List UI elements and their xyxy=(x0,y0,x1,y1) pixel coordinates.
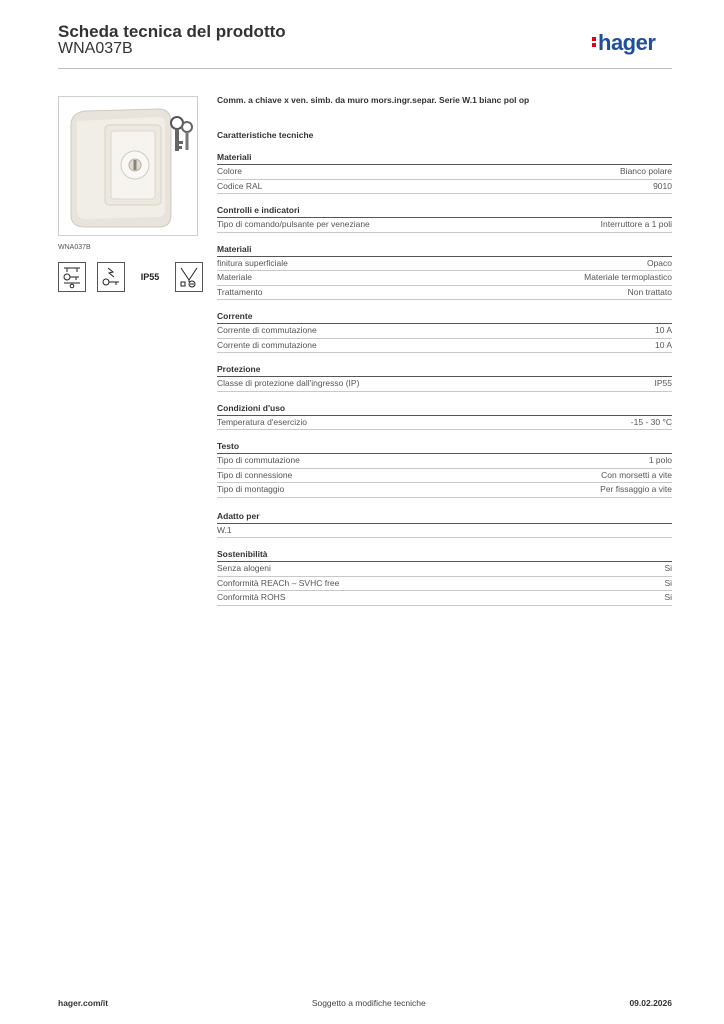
spec-row xyxy=(217,257,672,272)
page-title: Scheda tecnica del prodotto xyxy=(58,22,286,41)
spec-value: Interruttore a 1 poli xyxy=(600,219,672,229)
spec-label: Codice RAL xyxy=(217,180,263,191)
spec-section xyxy=(217,244,672,301)
spec-section xyxy=(217,511,672,539)
footer-website-link[interactable]: hager.com/it xyxy=(58,998,109,1008)
spec-row xyxy=(217,562,672,577)
spec-row xyxy=(217,324,672,339)
spec-section xyxy=(217,403,672,431)
spec-value: -15 - 30 °C xyxy=(630,416,672,427)
spec-label: Tipo di montaggio xyxy=(217,484,285,494)
spec-row xyxy=(217,286,672,301)
spec-row xyxy=(217,416,672,431)
spec-value: IP55 xyxy=(654,378,672,388)
switching-symbol-icon xyxy=(97,262,125,292)
spec-label: Classe di protezione dall'ingresso (IP) xyxy=(217,378,360,388)
spec-value: Si xyxy=(664,592,672,602)
spec-row xyxy=(217,577,672,592)
key-switch-symbol-icon xyxy=(58,262,86,292)
spec-label: Tipo di commutazione xyxy=(217,455,300,465)
specs-subtitle: Caratteristiche tecniche xyxy=(217,130,314,140)
spec-row xyxy=(217,339,672,354)
image-caption: WNA037B xyxy=(58,244,91,251)
logo-text: hager xyxy=(598,30,656,55)
spec-row xyxy=(217,454,672,469)
spec-value: 10 A xyxy=(654,325,672,335)
spec-label: Trattamento xyxy=(217,286,263,297)
spec-label: Colore xyxy=(217,166,243,176)
terminal-connection-icon xyxy=(175,262,203,292)
spec-label: Corrente di commutazione xyxy=(217,325,317,335)
spec-value: Materiale termoplastico xyxy=(584,272,672,282)
spec-value: Con morsetti a vite xyxy=(601,469,672,480)
spec-row xyxy=(217,483,672,498)
spec-value: Opaco xyxy=(646,257,672,268)
ip-rating-label: IP55 xyxy=(140,272,160,282)
section-title: Controlli e indicatori xyxy=(217,205,672,218)
section-title: Protezione xyxy=(217,364,672,377)
key-switch-product-image xyxy=(58,96,198,236)
spec-section xyxy=(217,441,672,498)
spec-value: 9010 xyxy=(653,180,672,191)
spec-value: Non trattato xyxy=(627,286,672,297)
spec-row xyxy=(217,469,672,484)
spec-label: Tipo di comando/pulsante per veneziane xyxy=(217,219,370,229)
spec-label: Corrente di commutazione xyxy=(217,339,317,350)
page-footer xyxy=(58,998,672,1008)
spec-section xyxy=(217,364,672,392)
section-title: Sostenibilità xyxy=(217,549,672,562)
spec-label: Senza alogeni xyxy=(217,563,271,573)
section-title: Testo xyxy=(217,441,672,454)
spec-row xyxy=(217,524,672,539)
spec-value: Si xyxy=(664,563,672,573)
spec-row xyxy=(217,180,672,195)
spec-section xyxy=(217,152,672,194)
section-title: Materiali xyxy=(217,244,672,257)
spec-value: Per fissaggio a vite xyxy=(600,484,672,494)
logo-dots-icon xyxy=(592,35,597,49)
technical-specs xyxy=(217,95,672,617)
spec-label: Temperatura d'esercizio xyxy=(217,416,307,427)
key-switch-image-icon xyxy=(59,97,198,236)
spec-value: Bianco polare xyxy=(620,166,672,176)
spec-row xyxy=(217,271,672,286)
header-divider xyxy=(58,68,672,69)
spec-row xyxy=(217,218,672,233)
feature-badges xyxy=(58,262,203,292)
product-code: WNA037B xyxy=(58,40,133,57)
product-description: Comm. a chiave x ven. simb. da muro mors.ingr.separ. Serie W.1 bianc pol op xyxy=(217,95,530,105)
spec-section xyxy=(217,549,672,606)
ip-rating-icon xyxy=(136,262,164,292)
footer-note: Soggetto a modifiche tecniche xyxy=(311,998,426,1008)
spec-label: Materiale xyxy=(217,272,252,282)
section-title: Materiali xyxy=(217,152,672,165)
section-title: Adatto per xyxy=(217,511,672,524)
spec-label: Conformità REACh – SVHC free xyxy=(217,577,340,588)
spec-label: Conformità ROHS xyxy=(217,592,286,602)
spec-row xyxy=(217,165,672,180)
spec-row xyxy=(217,591,672,606)
hager-logo xyxy=(592,30,655,56)
spec-label: finitura superficiale xyxy=(217,257,288,268)
section-title: Condizioni d'uso xyxy=(217,403,672,416)
spec-label: Tipo di connessione xyxy=(217,469,293,480)
spec-value: Si xyxy=(664,577,672,588)
spec-value: 10 A xyxy=(654,339,672,350)
spec-value: 1 polo xyxy=(648,455,672,465)
section-title: Corrente xyxy=(217,311,672,324)
spec-section xyxy=(217,311,672,353)
spec-label: W.1 xyxy=(217,524,232,535)
spec-row xyxy=(217,377,672,392)
footer-date: 09.02.2026 xyxy=(629,998,672,1008)
spec-section xyxy=(217,205,672,233)
